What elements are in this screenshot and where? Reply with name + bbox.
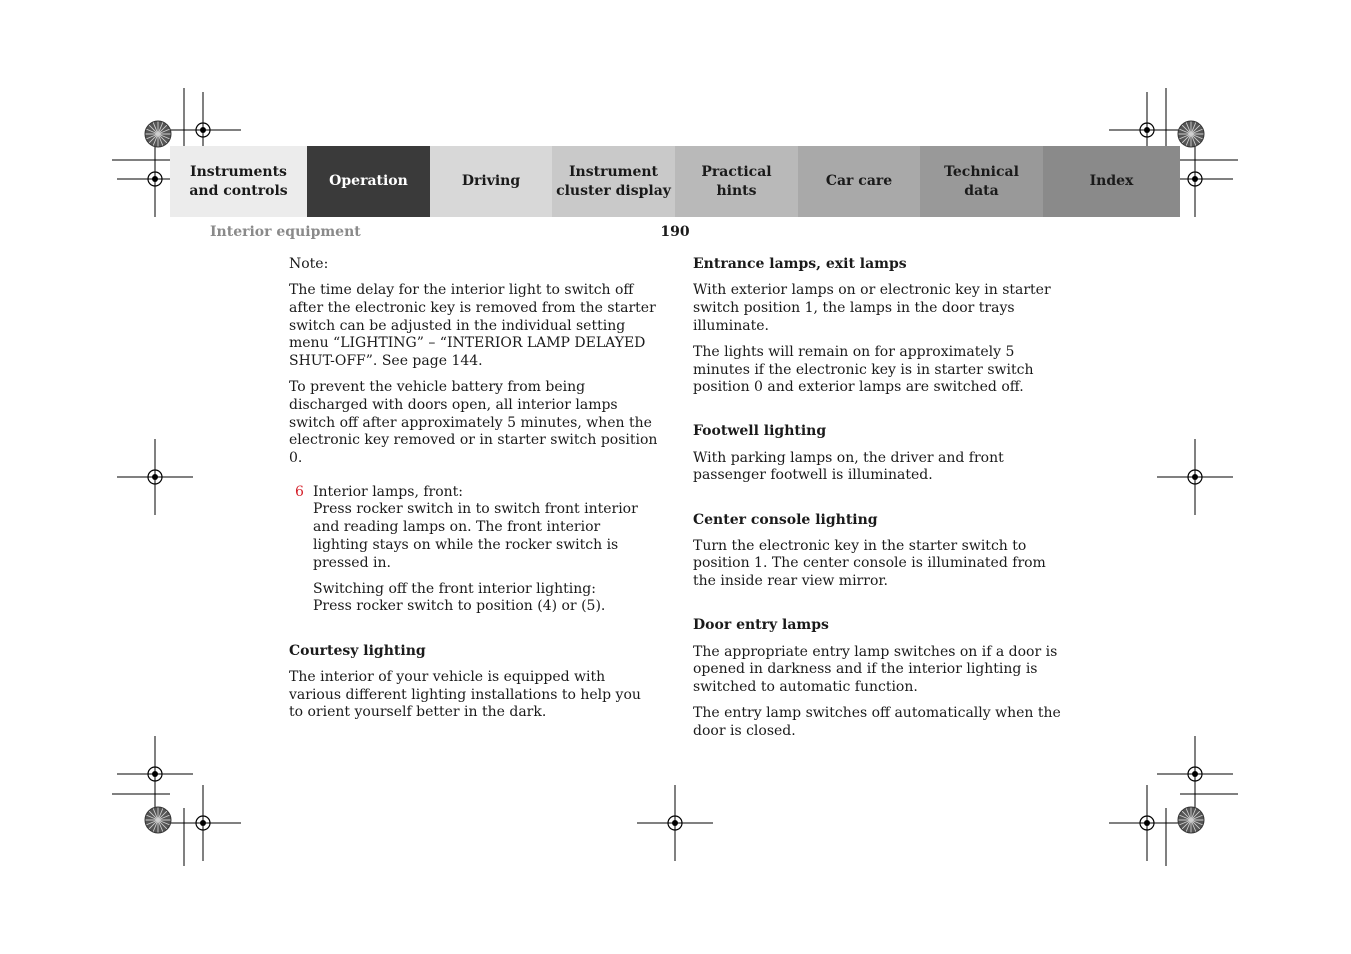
tab-driving[interactable]: Driving [430,146,552,217]
section-heading: Courtesy lighting [289,642,426,659]
tab-instrument-cluster-display[interactable]: Instrument cluster display [552,146,675,217]
section-heading: Door entry lamps [693,617,829,634]
list-item [289,484,659,616]
body-paragraph: With parking lamps on, the driver and front passenger footwell is illuminated. [693,449,1004,484]
note-paragraph: To prevent the vehicle battery from being discharged with doors open, all interior lamps switch off after approximately 5 minutes, when the electronic key removed or in starter switch position 0. [289,379,658,467]
item-paragraph: Press rocker switch in to switch front interior and reading lamps on. The front interior lighting stays on while the rocker switch is pressed in. [313,501,638,571]
body-paragraph: The interior of your vehicle is equipped with various different lighting installations to help you to orient yourself better in the dark. [289,668,641,721]
section-tab-bar [170,146,1180,217]
left-column [289,256,659,730]
color-bar-mark [1178,807,1204,833]
section-heading: Footwell lighting [693,423,827,440]
section-heading: Entrance lamps, exit lamps [693,256,907,272]
color-bar-mark [145,121,171,147]
body-paragraph: Turn the electronic key in the starter switch to position 1. The center console is illuminated from the inside rear view mirror. [693,537,1046,590]
page-number: 190 [660,224,690,240]
note-paragraph: The time delay for the interior light to switch off after the electronic key is removed from the starter switch can be adjusted in the individual setting menu “LIGHTING” – “INTERIOR LAMP DELAYED SHUT-OFF”. See page 144. [289,282,656,370]
crosshair-mark [637,785,713,861]
body-paragraph: The lights will remain on for approximately 5 minutes if the electronic key is in starter switch position 0 and exterior lamps are switched off. [693,343,1034,396]
item-title: Interior lamps, front: [313,483,464,500]
item-number: 6 [295,483,304,500]
section-title: Interior equipment [210,224,361,240]
note-label: Note: [289,256,329,272]
color-bar-mark [145,807,171,833]
tab-practical-hints[interactable]: Practical hints [675,146,798,217]
crosshair-mark [1157,736,1233,812]
crosshair-mark [1109,785,1185,861]
tab-instruments-and-controls[interactable]: Instruments and controls [170,146,307,217]
crosshair-mark [117,736,193,812]
body-paragraph: With exterior lamps on or electronic key in starter switch position 1, the lamps in the door trays illuminate. [693,282,1051,334]
section-heading: Center console lighting [693,511,878,528]
right-column [693,256,1073,749]
item-paragraph: Press rocker switch to position (4) or (5). [313,598,606,615]
body-paragraph: The appropriate entry lamp switches on if a door is opened in darkness and if the interior lighting is switched to automatic function. [693,643,1058,695]
item-paragraph: Switching off the front interior lighting: [313,580,596,597]
tab-car-care[interactable]: Car care [798,146,920,217]
tab-operation[interactable]: Operation [307,146,430,217]
tab-index[interactable]: Index [1043,146,1180,217]
tab-technical-data[interactable]: Technical data [920,146,1043,217]
crosshair-mark [165,785,241,861]
crosshair-mark [117,439,193,515]
body-paragraph: The entry lamp switches off automatically when the door is closed. [693,705,1061,739]
color-bar-mark [1178,121,1204,147]
crosshair-mark [1157,439,1233,515]
